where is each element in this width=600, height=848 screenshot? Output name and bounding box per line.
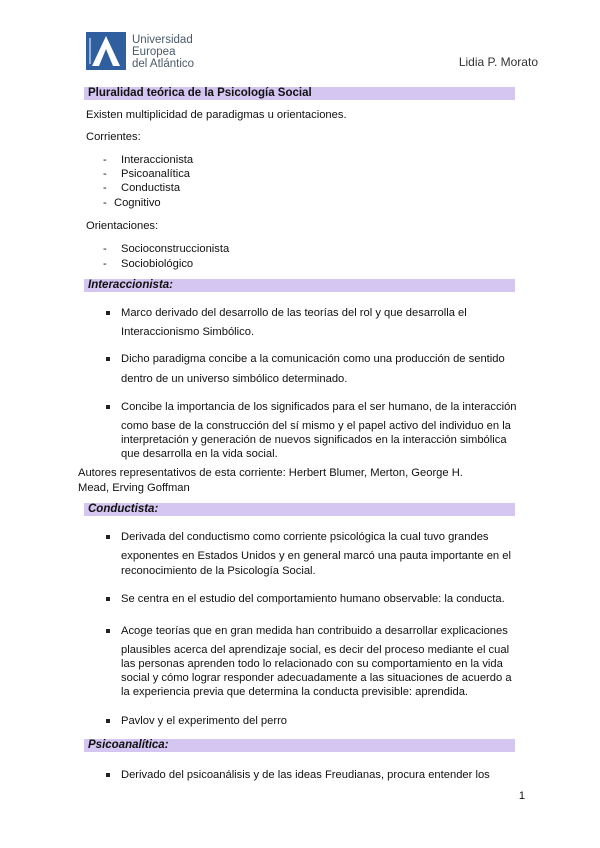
bullet-line: Derivado del psicoanálisis y de las ideas Freudianas, procura entender los	[121, 769, 490, 781]
bullet-line: Concibe la importancia de los significados para el ser humano, de la interacción	[121, 401, 517, 413]
section-heading: Conductista:	[88, 503, 159, 515]
bullet-line: las personas aprenden todo lo relacionado con su comportamiento en la vida	[121, 658, 503, 670]
page-number: 1	[518, 790, 525, 802]
bullet-icon	[106, 405, 110, 409]
bullet-line: plausibles acerca del aprendizaje social, es decir del proceso mediante el cual	[121, 644, 510, 656]
intro-text: Existen multiplicidad de paradigmas u orientaciones.	[86, 109, 347, 121]
bullet-icon	[106, 535, 110, 539]
corrientes-heading: Corrientes:	[86, 131, 141, 143]
list-item: Socioconstruccionista	[121, 243, 230, 255]
list-item: Psicoanalítica	[121, 168, 191, 180]
logo-line: Universidad	[132, 34, 193, 46]
bullet-line: Interaccionismo Simbólico.	[121, 326, 255, 338]
author-name: Lidia P. Morato	[458, 55, 538, 69]
dash-marker: -	[103, 154, 107, 166]
bullet-line: exponentes en Estados Unidos y en general marcó una pauta importante en el	[121, 550, 511, 562]
section-heading: Interaccionista:	[88, 279, 173, 291]
dash-marker: -	[103, 243, 107, 255]
bullet-icon	[106, 629, 110, 633]
bullet-line: Marco derivado del desarrollo de las teorías del rol y que desarrolla el	[121, 307, 467, 319]
bullet-line: Pavlov y el experimento del perro	[121, 715, 288, 727]
list-item: Sociobiológico	[121, 258, 194, 270]
bullet-icon	[106, 357, 110, 361]
bullet-icon	[106, 597, 110, 601]
title-bar	[84, 87, 515, 100]
bullet-line: la experiencia previa que determina la conducta previsible: aprendida.	[121, 686, 469, 698]
bullet-line: social y cómo lograr responder adecuadamente a las situaciones de acuerdo a	[121, 672, 512, 684]
bullet-line: interpretación y generación de nuevos significados en la interacción simbólica	[121, 434, 507, 446]
page-title: Pluralidad teórica de la Psicología Social	[88, 87, 312, 99]
bullet-line: Acoge teorías que en gran medida han contribuido a desarrollar explicaciones	[121, 625, 508, 637]
logo-line: del Atlántico	[132, 58, 195, 70]
bullet-line: como base de la construcción del sí mismo y el papel activo del individuo en la	[121, 420, 511, 432]
section-bar-psicoanalitica	[84, 739, 515, 752]
bullet-line: dentro de un universo simbólico determinado.	[121, 373, 348, 385]
dash-marker: -	[103, 168, 107, 180]
university-logo-icon	[86, 32, 126, 70]
authors-line: Mead, Erving Goffman	[78, 482, 190, 494]
bullet-line: Se centra en el estudio del comportamiento humano observable: la conducta.	[121, 593, 505, 605]
section-heading: Psicoanalítica:	[88, 739, 169, 751]
dash-marker: -	[103, 182, 107, 194]
bullet-icon	[106, 773, 110, 777]
list-item: Interaccionista	[121, 154, 194, 166]
bullet-line: que desarrolla en la vida social.	[121, 448, 278, 460]
section-bar-interaccionista	[84, 279, 515, 292]
bullet-icon	[106, 311, 110, 315]
bullet-line: reconocimiento de la Psicología Social.	[121, 565, 316, 577]
authors-line: Autores representativos de esta corriente: Herbert Blumer, Merton, George H.	[78, 467, 463, 479]
section-bar-conductista	[84, 503, 515, 516]
bullet-icon	[106, 719, 110, 723]
list-item: Cognitivo	[114, 197, 161, 209]
bullet-line: Derivada del conductismo como corriente psicológica la cual tuvo grandes	[121, 531, 489, 543]
list-item: Conductista	[121, 182, 181, 194]
dash-marker: -	[103, 258, 107, 270]
logo-line: Europea	[132, 46, 176, 58]
university-name	[132, 34, 194, 70]
bullet-line: Dicho paradigma concibe a la comunicación como una producción de sentido	[121, 353, 505, 365]
orientaciones-heading: Orientaciones:	[86, 220, 159, 232]
dash-marker: -	[103, 197, 107, 209]
